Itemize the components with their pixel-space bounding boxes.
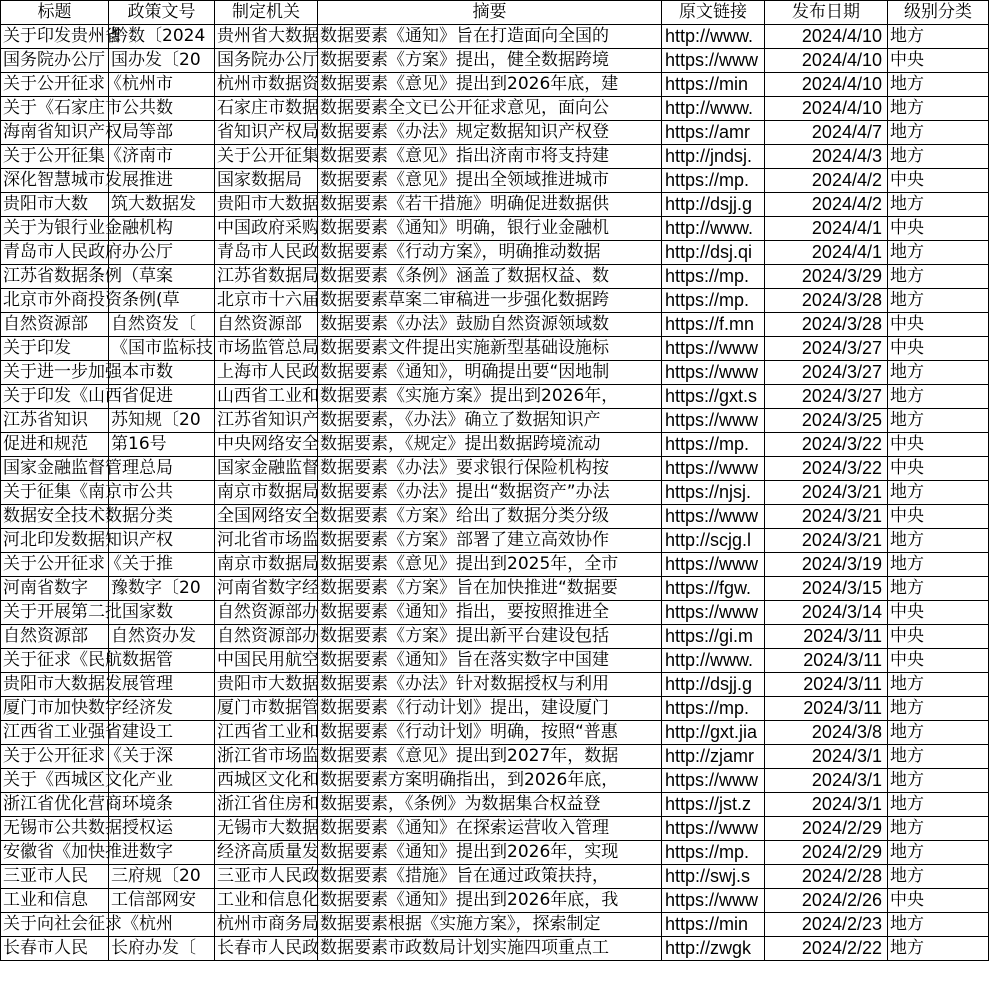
header-row (1, 1, 989, 25)
table-row (1, 313, 989, 337)
table-row (1, 745, 989, 769)
cell-title[interactable]: 三亚市人民 (1, 865, 109, 889)
cell-title[interactable]: 关于征求《民航数据管 (1, 649, 109, 673)
cell-title[interactable]: 无锡市公共数据授权运 (1, 817, 109, 841)
cell-title[interactable]: 关于印发《山西省促进 (1, 385, 109, 409)
table-row (1, 265, 989, 289)
cell-title[interactable]: 关于印发 (1, 337, 109, 361)
cell-publish-date[interactable]: 2024/3/21 (765, 529, 888, 553)
cell-title[interactable]: 关于为银行业金融机构 (1, 217, 109, 241)
cell-publish-date[interactable]: 2024/3/19 (765, 553, 888, 577)
table-row (1, 577, 989, 601)
table-row (1, 889, 989, 913)
cell-doc-number[interactable]: 三府规〔20 (109, 865, 215, 889)
table-row (1, 337, 989, 361)
cell-source-link[interactable]: https://mp. (662, 697, 765, 721)
cell-title[interactable]: 安徽省《加快推进数字 (1, 841, 109, 865)
cell-title[interactable]: 深化智慧城市发展推进 (1, 169, 109, 193)
cell-issuing-agency[interactable]: 贵阳市大数据 (215, 673, 318, 697)
cell-summary[interactable]: 数据要素《意见》提出到2026年底，建 (318, 73, 662, 97)
cell-summary[interactable]: 数据要素《实施方案》提出到2026年， (318, 385, 662, 409)
cell-publish-date[interactable]: 2024/2/29 (765, 817, 888, 841)
cell-summary[interactable]: 数据要素《通知》指出，要按照推进全 (318, 601, 662, 625)
cell-summary[interactable]: 数据要素《通知》明确，银行业金融机 (318, 217, 662, 241)
cell-publish-date[interactable]: 2024/3/11 (765, 697, 888, 721)
cell-doc-number[interactable]: 黔数〔2024 (109, 25, 215, 49)
cell-level[interactable]: 中央 (888, 217, 989, 241)
cell-doc-number[interactable]: 第16号 (109, 433, 215, 457)
cell-summary[interactable]: 数据要素《通知》提出到2026年底，我 (318, 889, 662, 913)
cell-publish-date[interactable]: 2024/3/1 (765, 745, 888, 769)
cell-issuing-agency[interactable]: 北京市十六届 (215, 289, 318, 313)
header-publish-date[interactable]: 发布日期 (765, 1, 888, 25)
header-issuing-agency[interactable]: 制定机关 (215, 1, 318, 25)
cell-source-link[interactable]: https://mp. (662, 841, 765, 865)
cell-issuing-agency[interactable]: 无锡市大数据 (215, 817, 318, 841)
cell-level[interactable]: 地方 (888, 913, 989, 937)
cell-level[interactable]: 地方 (888, 481, 989, 505)
cell-source-link[interactable]: http://zjamr (662, 745, 765, 769)
cell-issuing-agency[interactable]: 南京市数据局 (215, 481, 318, 505)
cell-summary[interactable]: 数据要素《意见》提出到2027年，数据 (318, 745, 662, 769)
cell-summary[interactable]: 数据要素《通知》旨在打造面向全国的 (318, 25, 662, 49)
cell-source-link[interactable]: http://www. (662, 97, 765, 121)
cell-title[interactable]: 青岛市人民政府办公厅 (1, 241, 109, 265)
cell-title[interactable]: 关于进一步加强本市数 (1, 361, 109, 385)
cell-publish-date[interactable]: 2024/4/1 (765, 217, 888, 241)
cell-source-link[interactable]: https://f.mn (662, 313, 765, 337)
cell-title[interactable]: 北京市外商投资条例(草 (1, 289, 109, 313)
table-row (1, 793, 989, 817)
cell-summary[interactable]: 数据要素《办法》规定数据知识产权登 (318, 121, 662, 145)
table-row (1, 505, 989, 529)
cell-title[interactable]: 自然资源部 (1, 625, 109, 649)
cell-summary[interactable]: 数据要素文件提出实施新型基础设施标 (318, 337, 662, 361)
cell-issuing-agency[interactable]: 青岛市人民政 (215, 241, 318, 265)
cell-issuing-agency[interactable]: 杭州市商务局 (215, 913, 318, 937)
cell-issuing-agency[interactable]: 贵阳市大数据 (215, 193, 318, 217)
cell-issuing-agency[interactable]: 省知识产权局 (215, 121, 318, 145)
cell-issuing-agency[interactable]: 自然资源部 (215, 313, 318, 337)
cell-summary[interactable]: 数据要素《通知》提出到2026年，实现 (318, 841, 662, 865)
cell-title[interactable]: 自然资源部 (1, 313, 109, 337)
cell-title[interactable]: 江西省工业强省建设工 (1, 721, 109, 745)
table-row (1, 193, 989, 217)
cell-summary[interactable]: 数据要素《意见》指出济南市将支持建 (318, 145, 662, 169)
table-row (1, 841, 989, 865)
cell-summary[interactable]: 数据要素《办法》鼓励自然资源领域数 (318, 313, 662, 337)
cell-title[interactable]: 关于公开征求《关于深 (1, 745, 109, 769)
cell-issuing-agency[interactable]: 江西省工业和 (215, 721, 318, 745)
cell-publish-date[interactable]: 2024/4/10 (765, 49, 888, 73)
table-row (1, 457, 989, 481)
cell-source-link[interactable]: https://www (662, 889, 765, 913)
cell-source-link[interactable]: http://zwgk (662, 937, 765, 961)
table-row (1, 121, 989, 145)
cell-publish-date[interactable]: 2024/3/28 (765, 313, 888, 337)
cell-title[interactable]: 贵阳市大数据发展管理 (1, 673, 109, 697)
cell-level[interactable]: 地方 (888, 553, 989, 577)
cell-publish-date[interactable]: 2024/3/29 (765, 265, 888, 289)
cell-issuing-agency[interactable]: 中国民用航空 (215, 649, 318, 673)
cell-title[interactable]: 厦门市加快数字经济发 (1, 697, 109, 721)
cell-level[interactable]: 中央 (888, 889, 989, 913)
cell-title[interactable]: 贵阳市大数 (1, 193, 109, 217)
cell-source-link[interactable]: https://fgw. (662, 577, 765, 601)
cell-level[interactable]: 中央 (888, 457, 989, 481)
table-row (1, 385, 989, 409)
cell-source-link[interactable]: https://www (662, 49, 765, 73)
cell-title[interactable]: 长春市人民 (1, 937, 109, 961)
table-row (1, 433, 989, 457)
cell-source-link[interactable]: http://dsjj.g (662, 673, 765, 697)
cell-title[interactable]: 关于公开征求《关于推 (1, 553, 109, 577)
table-row (1, 769, 989, 793)
cell-level[interactable]: 地方 (888, 673, 989, 697)
cell-publish-date[interactable]: 2024/3/15 (765, 577, 888, 601)
cell-level[interactable]: 中央 (888, 601, 989, 625)
cell-publish-date[interactable]: 2024/3/8 (765, 721, 888, 745)
cell-summary[interactable]: 数据要素《行动计划》提出，建设厦门 (318, 697, 662, 721)
cell-issuing-agency[interactable]: 贵州省大数据 (215, 25, 318, 49)
cell-summary[interactable]: 数据要素草案二审稿进一步强化数据跨 (318, 289, 662, 313)
cell-publish-date[interactable]: 2024/3/27 (765, 361, 888, 385)
cell-title[interactable]: 关于公开征集《济南市 (1, 145, 109, 169)
cell-summary[interactable]: 数据要素《行动计划》明确，按照“普惠 (318, 721, 662, 745)
cell-publish-date[interactable]: 2024/4/10 (765, 97, 888, 121)
cell-issuing-agency[interactable]: 江苏省知识产 (215, 409, 318, 433)
cell-issuing-agency[interactable]: 厦门市数据管 (215, 697, 318, 721)
table-row (1, 481, 989, 505)
cell-summary[interactable]: 数据要素《行动方案》，明确推动数据 (318, 241, 662, 265)
table-row (1, 145, 989, 169)
cell-issuing-agency[interactable]: 国家金融监督 (215, 457, 318, 481)
table-row (1, 553, 989, 577)
cell-title[interactable]: 关于印发贵州省 (1, 25, 109, 49)
cell-publish-date[interactable]: 2024/2/29 (765, 841, 888, 865)
cell-level[interactable]: 地方 (888, 361, 989, 385)
cell-source-link[interactable]: https://www (662, 601, 765, 625)
table-row (1, 937, 989, 961)
cell-publish-date[interactable]: 2024/2/22 (765, 937, 888, 961)
cell-level[interactable]: 地方 (888, 577, 989, 601)
cell-publish-date[interactable]: 2024/4/3 (765, 145, 888, 169)
cell-source-link[interactable]: https://min (662, 913, 765, 937)
cell-issuing-agency[interactable]: 石家庄市数据 (215, 97, 318, 121)
cell-source-link[interactable]: https://www (662, 337, 765, 361)
cell-title[interactable]: 关于征集《南京市公共 (1, 481, 109, 505)
header-doc-number[interactable]: 政策文号 (109, 1, 215, 25)
cell-summary[interactable]: 数据要素《通知》旨在落实数字中国建 (318, 649, 662, 673)
cell-source-link[interactable]: https://mp. (662, 289, 765, 313)
cell-level[interactable]: 地方 (888, 25, 989, 49)
cell-publish-date[interactable]: 2024/4/7 (765, 121, 888, 145)
cell-source-link[interactable]: https://min (662, 73, 765, 97)
cell-summary[interactable]: 数据要素《通知》在探索运营收入管理 (318, 817, 662, 841)
cell-level[interactable]: 地方 (888, 121, 989, 145)
cell-source-link[interactable]: https://www (662, 553, 765, 577)
cell-summary[interactable]: 数据要素市政数局计划实施四项重点工 (318, 937, 662, 961)
cell-issuing-agency[interactable]: 国务院办公厅 (215, 49, 318, 73)
cell-summary[interactable]: 数据要素《办法》要求银行保险机构按 (318, 457, 662, 481)
cell-publish-date[interactable]: 2024/3/27 (765, 385, 888, 409)
table-row (1, 241, 989, 265)
table-row (1, 529, 989, 553)
cell-title[interactable]: 关于开展第二批国家数 (1, 601, 109, 625)
cell-source-link[interactable]: https://www (662, 361, 765, 385)
cell-level[interactable]: 地方 (888, 289, 989, 313)
cell-level[interactable]: 地方 (888, 145, 989, 169)
cell-publish-date[interactable]: 2024/2/28 (765, 865, 888, 889)
cell-publish-date[interactable]: 2024/3/25 (765, 409, 888, 433)
cell-publish-date[interactable]: 2024/3/21 (765, 481, 888, 505)
cell-title[interactable]: 关于《西城区文化产业 (1, 769, 109, 793)
cell-publish-date[interactable]: 2024/3/1 (765, 793, 888, 817)
cell-level[interactable]: 地方 (888, 841, 989, 865)
cell-publish-date[interactable]: 2024/4/2 (765, 169, 888, 193)
table-row (1, 721, 989, 745)
cell-summary[interactable]: 数据要素《方案》部署了建立高效协作 (318, 529, 662, 553)
cell-summary[interactable]: 数据要素《办法》提出“数据资产”办法 (318, 481, 662, 505)
cell-publish-date[interactable]: 2024/3/1 (765, 769, 888, 793)
cell-publish-date[interactable]: 2024/2/26 (765, 889, 888, 913)
table-row (1, 25, 989, 49)
cell-source-link[interactable]: http://dsj.qi (662, 241, 765, 265)
cell-issuing-agency[interactable]: 山西省工业和 (215, 385, 318, 409)
cell-level[interactable]: 地方 (888, 385, 989, 409)
cell-summary[interactable]: 数据要素方案明确指出，到2026年底， (318, 769, 662, 793)
cell-source-link[interactable]: https://www (662, 769, 765, 793)
cell-summary[interactable]: 数据要素《通知》，明确提出要“因地制 (318, 361, 662, 385)
cell-source-link[interactable]: http://gxt.jia (662, 721, 765, 745)
cell-summary[interactable]: 数据要素《方案》旨在加快推进“数据要 (318, 577, 662, 601)
cell-source-link[interactable]: https://njsj. (662, 481, 765, 505)
header-level[interactable]: 级别分类 (888, 1, 989, 25)
cell-summary[interactable]: 数据要素《方案》提出，健全数据跨境 (318, 49, 662, 73)
cell-issuing-agency[interactable]: 中国政府采购 (215, 217, 318, 241)
cell-summary[interactable]: 数据要素，《办法》确立了数据知识产 (318, 409, 662, 433)
cell-level[interactable]: 地方 (888, 721, 989, 745)
table-row (1, 169, 989, 193)
cell-level[interactable]: 地方 (888, 937, 989, 961)
cell-issuing-agency[interactable]: 国家数据局 (215, 169, 318, 193)
cell-level[interactable]: 地方 (888, 697, 989, 721)
cell-summary[interactable]: 数据要素，《条例》为数据集合权益登 (318, 793, 662, 817)
cell-level[interactable]: 地方 (888, 529, 989, 553)
cell-source-link[interactable]: https://mp. (662, 265, 765, 289)
cell-publish-date[interactable]: 2024/3/22 (765, 433, 888, 457)
table-row (1, 625, 989, 649)
cell-doc-number[interactable]: 自然资发〔 (109, 313, 215, 337)
cell-source-link[interactable]: https://www (662, 457, 765, 481)
cell-publish-date[interactable]: 2024/3/14 (765, 601, 888, 625)
cell-source-link[interactable]: https://mp. (662, 433, 765, 457)
cell-title[interactable]: 数据安全技术数据分类 (1, 505, 109, 529)
table-row (1, 289, 989, 313)
cell-level[interactable]: 中央 (888, 505, 989, 529)
cell-publish-date[interactable]: 2024/4/1 (765, 241, 888, 265)
cell-summary[interactable]: 数据要素根据《实施方案》，探索制定 (318, 913, 662, 937)
cell-issuing-agency[interactable]: 全国网络安全 (215, 505, 318, 529)
cell-title[interactable]: 江苏省知识 (1, 409, 109, 433)
cell-level[interactable]: 中央 (888, 313, 989, 337)
table-row (1, 697, 989, 721)
table-row (1, 73, 989, 97)
cell-doc-number[interactable]: 《国市监标技 (109, 337, 215, 361)
cell-issuing-agency[interactable]: 自然资源部办 (215, 601, 318, 625)
cell-source-link[interactable]: http://www. (662, 649, 765, 673)
cell-level[interactable]: 中央 (888, 337, 989, 361)
table-row (1, 97, 989, 121)
cell-doc-number[interactable]: 自然资办发 (109, 625, 215, 649)
table-row (1, 361, 989, 385)
cell-issuing-agency[interactable]: 浙江省市场监 (215, 745, 318, 769)
cell-level[interactable]: 地方 (888, 97, 989, 121)
cell-level[interactable]: 地方 (888, 193, 989, 217)
cell-publish-date[interactable]: 2024/3/21 (765, 505, 888, 529)
cell-source-link[interactable]: https://www (662, 505, 765, 529)
cell-source-link[interactable]: https://mp. (662, 169, 765, 193)
cell-summary[interactable]: 数据要素《意见》提出全领域推进城市 (318, 169, 662, 193)
cell-publish-date[interactable]: 2024/4/10 (765, 25, 888, 49)
cell-publish-date[interactable]: 2024/3/11 (765, 625, 888, 649)
table-row (1, 865, 989, 889)
cell-title[interactable]: 促进和规范 (1, 433, 109, 457)
cell-issuing-agency[interactable]: 江苏省数据局 (215, 265, 318, 289)
cell-title[interactable]: 工业和信息 (1, 889, 109, 913)
cell-publish-date[interactable]: 2024/3/22 (765, 457, 888, 481)
cell-level[interactable]: 中央 (888, 625, 989, 649)
cell-doc-number[interactable]: 苏知规〔20 (109, 409, 215, 433)
cell-issuing-agency[interactable]: 河北省市场监 (215, 529, 318, 553)
cell-level[interactable]: 地方 (888, 817, 989, 841)
cell-source-link[interactable]: http://www. (662, 217, 765, 241)
header-source-link[interactable]: 原文链接 (662, 1, 765, 25)
cell-issuing-agency[interactable]: 上海市人民政 (215, 361, 318, 385)
table-row (1, 673, 989, 697)
cell-source-link[interactable]: https://gi.m (662, 625, 765, 649)
cell-doc-number[interactable]: 长府办发〔 (109, 937, 215, 961)
table-row (1, 649, 989, 673)
cell-issuing-agency[interactable]: 长春市人民政 (215, 937, 318, 961)
cell-level[interactable]: 中央 (888, 49, 989, 73)
cell-summary[interactable]: 数据要素《条例》涵盖了数据权益、数 (318, 265, 662, 289)
cell-source-link[interactable]: http://scjg.l (662, 529, 765, 553)
cell-summary[interactable]: 数据要素《方案》给出了数据分类分级 (318, 505, 662, 529)
header-summary[interactable]: 摘要 (318, 1, 662, 25)
cell-publish-date[interactable]: 2024/3/28 (765, 289, 888, 313)
cell-summary[interactable]: 数据要素《办法》针对数据授权与利用 (318, 673, 662, 697)
cell-source-link[interactable]: https://www (662, 409, 765, 433)
table-row (1, 409, 989, 433)
cell-source-link[interactable]: https://amr (662, 121, 765, 145)
cell-publish-date[interactable]: 2024/3/11 (765, 649, 888, 673)
cell-level[interactable]: 中央 (888, 433, 989, 457)
cell-issuing-agency[interactable]: 浙江省住房和 (215, 793, 318, 817)
cell-level[interactable]: 地方 (888, 769, 989, 793)
cell-publish-date[interactable]: 2024/4/10 (765, 73, 888, 97)
cell-doc-number[interactable]: 国办发〔20 (109, 49, 215, 73)
cell-issuing-agency[interactable]: 关于公开征集 (215, 145, 318, 169)
cell-level[interactable]: 中央 (888, 169, 989, 193)
cell-doc-number[interactable]: 工信部网安 (109, 889, 215, 913)
cell-issuing-agency[interactable]: 中央网络安全 (215, 433, 318, 457)
cell-title[interactable]: 河南省数字 (1, 577, 109, 601)
cell-source-link[interactable]: http://dsjj.g (662, 193, 765, 217)
cell-level[interactable]: 地方 (888, 265, 989, 289)
cell-issuing-agency[interactable]: 三亚市人民政 (215, 865, 318, 889)
table-row (1, 913, 989, 937)
cell-summary[interactable]: 数据要素，《规定》提出数据跨境流动 (318, 433, 662, 457)
cell-level[interactable]: 地方 (888, 793, 989, 817)
cell-summary[interactable]: 数据要素《措施》旨在通过政策扶持， (318, 865, 662, 889)
table-row (1, 601, 989, 625)
cell-summary[interactable]: 数据要素《若干措施》明确促进数据供 (318, 193, 662, 217)
cell-summary[interactable]: 数据要素《意见》提出到2025年，全市 (318, 553, 662, 577)
cell-doc-number[interactable]: 豫数字〔20 (109, 577, 215, 601)
cell-issuing-agency[interactable]: 南京市数据局 (215, 553, 318, 577)
cell-title[interactable]: 关于向社会征求《杭州 (1, 913, 109, 937)
cell-level[interactable]: 地方 (888, 745, 989, 769)
cell-source-link[interactable]: https://gxt.s (662, 385, 765, 409)
cell-title[interactable]: 江苏省数据条例（草案 (1, 265, 109, 289)
cell-publish-date[interactable]: 2024/3/27 (765, 337, 888, 361)
cell-issuing-agency[interactable]: 杭州市数据资 (215, 73, 318, 97)
cell-issuing-agency[interactable]: 西城区文化和 (215, 769, 318, 793)
cell-issuing-agency[interactable]: 经济高质量发 (215, 841, 318, 865)
cell-summary[interactable]: 数据要素全文已公开征求意见，面向公 (318, 97, 662, 121)
cell-level[interactable]: 地方 (888, 73, 989, 97)
cell-title[interactable]: 关于《石家庄市公共数 (1, 97, 109, 121)
cell-source-link[interactable]: http://www. (662, 25, 765, 49)
table-row (1, 217, 989, 241)
cell-issuing-agency[interactable]: 河南省数字经 (215, 577, 318, 601)
cell-title[interactable]: 国务院办公厅 (1, 49, 109, 73)
cell-title[interactable]: 国家金融监督管理总局 (1, 457, 109, 481)
cell-publish-date[interactable]: 2024/2/23 (765, 913, 888, 937)
cell-title[interactable]: 河北印发数据知识产权 (1, 529, 109, 553)
cell-level[interactable]: 地方 (888, 241, 989, 265)
cell-level[interactable]: 地方 (888, 409, 989, 433)
cell-source-link[interactable]: https://www (662, 817, 765, 841)
table-body (1, 25, 989, 961)
cell-doc-number[interactable]: 筑大数据发 (109, 193, 215, 217)
cell-title[interactable]: 海南省知识产权局等部 (1, 121, 109, 145)
cell-source-link[interactable]: http://swj.s (662, 865, 765, 889)
table-row (1, 49, 989, 73)
cell-level[interactable]: 中央 (888, 649, 989, 673)
cell-summary[interactable]: 数据要素《方案》提出新平台建设包括 (318, 625, 662, 649)
cell-issuing-agency[interactable]: 市场监管总局 (215, 337, 318, 361)
cell-source-link[interactable]: http://jndsj. (662, 145, 765, 169)
cell-issuing-agency[interactable]: 工业和信息化 (215, 889, 318, 913)
cell-level[interactable]: 地方 (888, 865, 989, 889)
cell-publish-date[interactable]: 2024/3/11 (765, 673, 888, 697)
table-row (1, 817, 989, 841)
header-title[interactable]: 标题 (1, 1, 109, 25)
cell-source-link[interactable]: https://jst.z (662, 793, 765, 817)
cell-title[interactable]: 关于公开征求《杭州市 (1, 73, 109, 97)
cell-publish-date[interactable]: 2024/4/2 (765, 193, 888, 217)
cell-issuing-agency[interactable]: 自然资源部办 (215, 625, 318, 649)
cell-title[interactable]: 浙江省优化营商环境条 (1, 793, 109, 817)
